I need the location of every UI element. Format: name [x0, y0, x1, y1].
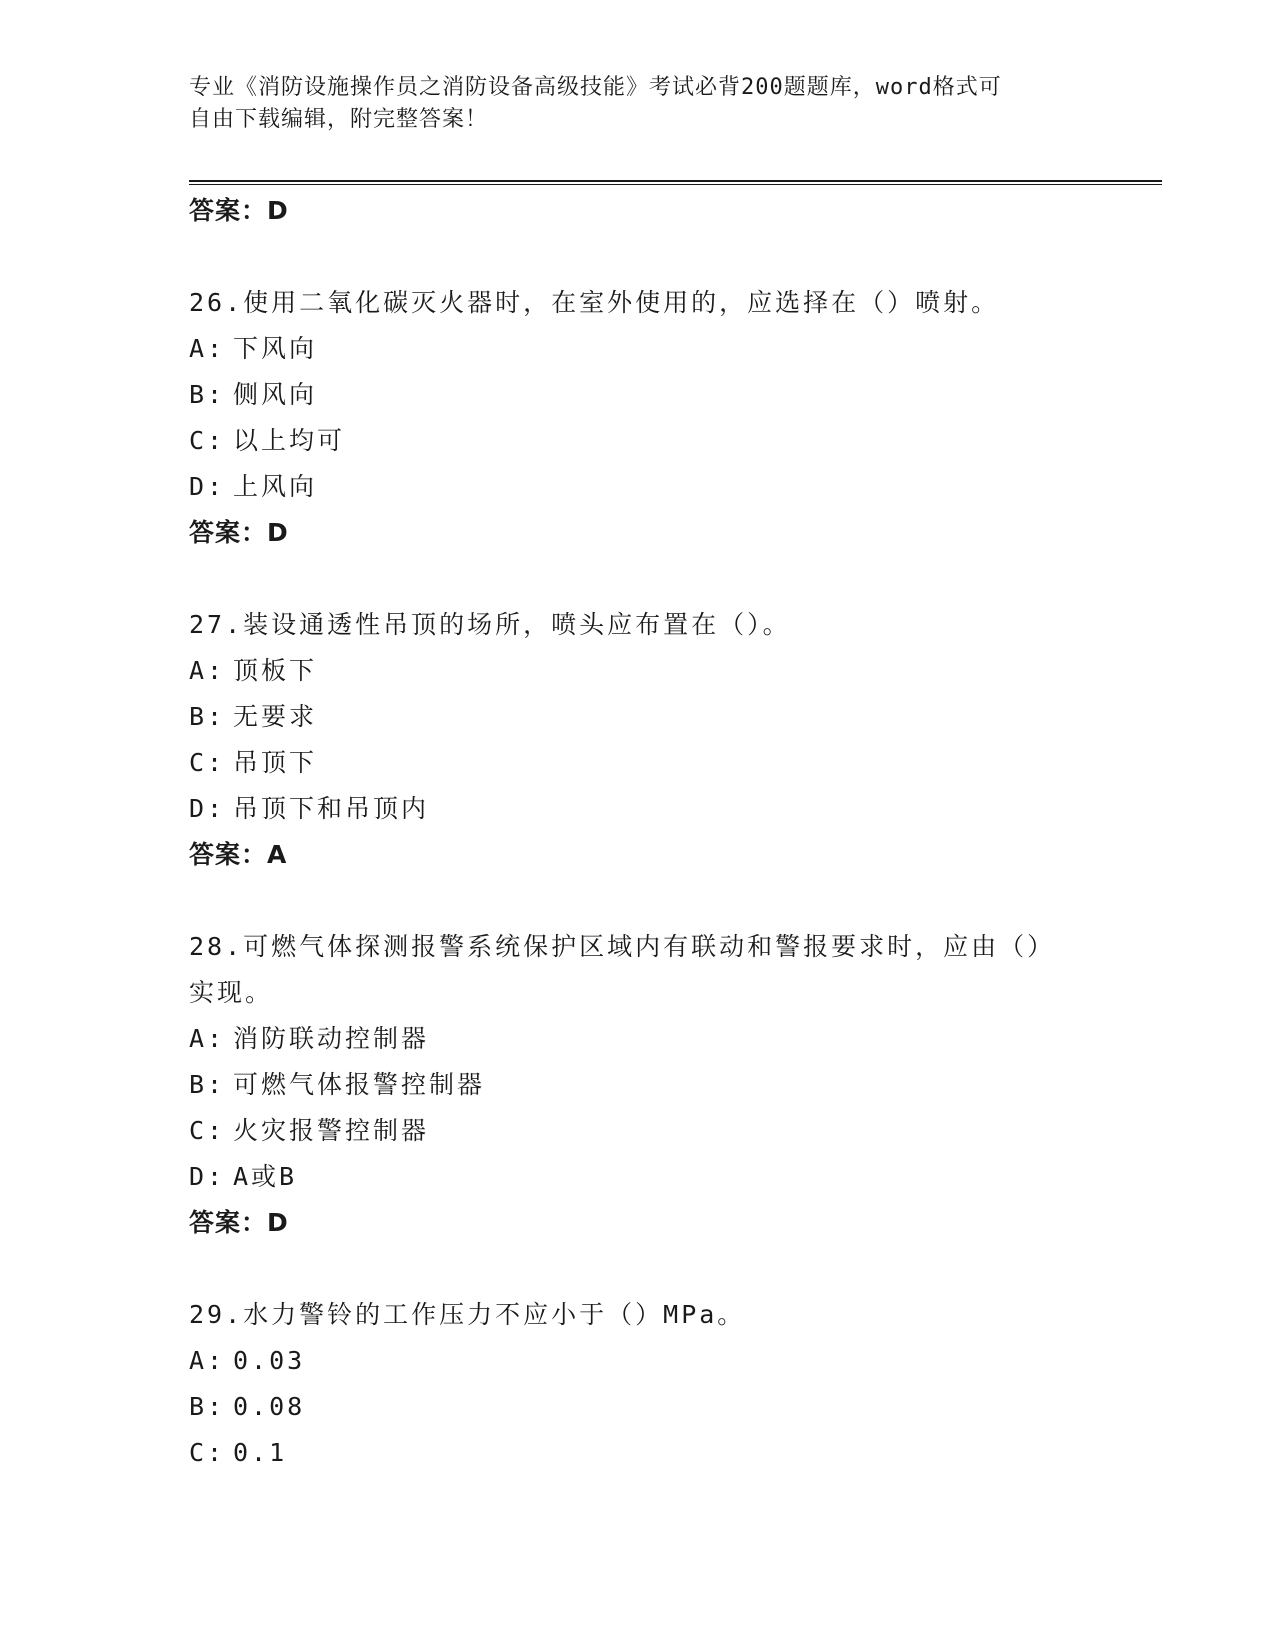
- previous-answer: 答案：D: [189, 196, 289, 225]
- option-c: [189, 740, 1079, 786]
- option-b: [189, 1062, 1079, 1108]
- option-text: 上风向: [233, 472, 318, 501]
- option-text: 0.03: [233, 1346, 306, 1375]
- option-c: [189, 1108, 1079, 1154]
- option-a: [189, 1016, 1079, 1062]
- option-key: C:: [189, 748, 226, 777]
- question-27: [189, 602, 1079, 878]
- question-stem: 27.装设通透性吊顶的场所，喷头应布置在（）。: [189, 610, 791, 639]
- header-line-2: 自由下载编辑，附完整答案！: [189, 107, 489, 132]
- option-key: C:: [189, 1438, 226, 1467]
- option-text: A或B: [233, 1162, 298, 1191]
- header-divider-thin: [189, 184, 1162, 185]
- option-c: [189, 418, 1079, 464]
- question-stem: 28.可燃气体探测报警系统保护区域内有联动和警报要求时，应由（）: [189, 932, 1056, 961]
- question-list: [189, 188, 1079, 1476]
- document-header: [189, 72, 1069, 136]
- option-text: 0.1: [233, 1438, 288, 1467]
- option-a: [189, 648, 1079, 694]
- question-stem-continued: 实现。: [189, 978, 274, 1007]
- question-28: [189, 924, 1079, 1246]
- option-a: [189, 1338, 1079, 1384]
- option-text: 吊顶下: [233, 748, 318, 777]
- option-key: A:: [189, 334, 226, 363]
- option-key: C:: [189, 1116, 226, 1145]
- answer: 答案：D: [189, 518, 289, 547]
- option-key: B:: [189, 380, 226, 409]
- option-a: [189, 326, 1079, 372]
- option-key: B:: [189, 1070, 226, 1099]
- option-b: [189, 372, 1079, 418]
- option-text: 侧风向: [233, 380, 318, 409]
- option-key: D:: [189, 1162, 226, 1191]
- option-text: 下风向: [233, 334, 318, 363]
- option-text: 火灾报警控制器: [233, 1116, 430, 1145]
- answer: 答案：A: [189, 840, 288, 869]
- question-stem: 26.使用二氧化碳灭火器时，在室外使用的，应选择在（）喷射。: [189, 288, 1000, 317]
- option-b: [189, 1384, 1079, 1430]
- option-text: 消防联动控制器: [233, 1024, 430, 1053]
- question-stem: 29.水力警铃的工作压力不应小于（）MPa。: [189, 1300, 746, 1329]
- option-text: 可燃气体报警控制器: [233, 1070, 486, 1099]
- option-d: [189, 464, 1079, 510]
- header-line-1: 专业《消防设施操作员之消防设备高级技能》考试必背200题题库，word格式可: [189, 75, 1002, 100]
- option-key: B:: [189, 702, 226, 731]
- option-text: 以上均可: [233, 426, 346, 455]
- question-29: [189, 1292, 1079, 1476]
- option-key: B:: [189, 1392, 226, 1421]
- option-d: [189, 1154, 1079, 1200]
- option-key: D:: [189, 472, 226, 501]
- option-key: D:: [189, 794, 226, 823]
- answer: 答案：D: [189, 1208, 289, 1237]
- option-key: A:: [189, 1346, 226, 1375]
- option-text: 0.08: [233, 1392, 306, 1421]
- option-key: A:: [189, 1024, 226, 1053]
- option-text: 无要求: [233, 702, 318, 731]
- option-c: [189, 1430, 1079, 1476]
- option-key: A:: [189, 656, 226, 685]
- option-text: 顶板下: [233, 656, 318, 685]
- option-key: C:: [189, 426, 226, 455]
- option-text: 吊顶下和吊顶内: [233, 794, 430, 823]
- question-26: [189, 280, 1079, 556]
- option-d: [189, 786, 1079, 832]
- option-b: [189, 694, 1079, 740]
- header-divider-thick: [189, 180, 1162, 182]
